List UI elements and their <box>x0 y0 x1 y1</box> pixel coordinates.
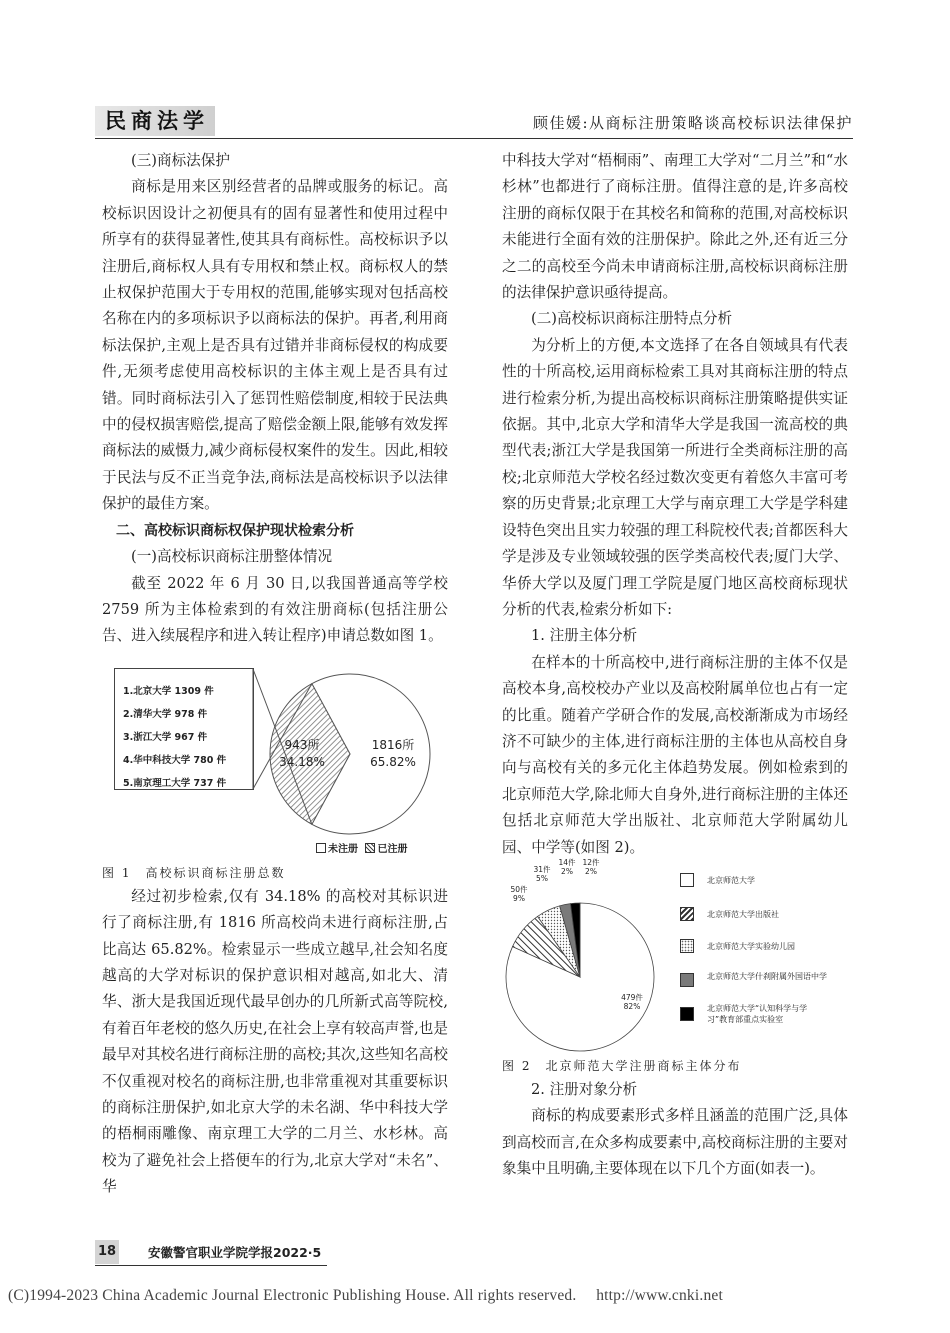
figure-1-pie-chart <box>102 662 448 858</box>
legend-swatch-unregistered <box>316 843 326 853</box>
legend-label: 北京师范大学什刹附属外国语中学 <box>707 971 827 981</box>
running-title: 顾佳媛:从商标注册策略谈高校标识法律保护 <box>532 114 853 132</box>
slice-label-middle-school: 14件 2% <box>558 857 576 876</box>
legend-label: 北京师范大学 <box>707 875 755 885</box>
pie-legend: 未注册 已注册 <box>316 837 407 863</box>
paragraph: 为分析上的方便,本文选择了在各自领域具有代表性的十所高校,运用商标检索工具对其商标注册的特点进行检索分析,为提出高校标识商标注册策略提供实证依据。其中,北京大学和清华大学是我国一流高校的典型代表;浙江大学是我国第一所进行全类商标注册的高校;北京师范大学校名经过数次变更有着悠久丰富可考察的历史背景;北京理工大学与南京理工大学是学科建设特色突出且实力较强的理工科院校代表;首都医科大学是涉及专业领域较强的医学类高校代表;厦门大学、华侨大学以及厦门理工学院是厦门地区高校商标现状分析的代表,检索分析如下: <box>502 336 848 618</box>
paragraph: 截至 2022 年 6 月 30 日,以我国普通高等学校 2759 所为主体检索到的有效注册商标(包括注册公告、进入续展程序和进入转让程序)申请总数如图 1。 <box>102 574 448 645</box>
legend-label: 北京师范大学实验幼儿园 <box>707 941 795 951</box>
figure-1-caption: 图 1 高校标识商标注册总数 <box>102 865 286 880</box>
paragraph: 商标的构成要素形式多样且涵盖的范围广泛,具体到高校而言,在众多构成要素中,高校商标注册的主要对象集中且明确,主要体现在以下几个方面(如表一)。 <box>502 1107 848 1178</box>
subheading-trademark-protection: (三)商标法保护 <box>131 152 230 169</box>
journal-name: 安徽警官职业学院学报2022·5 <box>148 1245 322 1260</box>
slice-label-bnu: 479件 82% <box>621 992 643 1011</box>
figure-2-pie-chart <box>502 857 848 1055</box>
copyright-line: (C)1994-2023 China Academic Journal Electronic Publishing House. All rights reserved. http://www.cnki.net <box>8 1287 723 1304</box>
list-item: 3.浙江大学 967 件 <box>123 731 208 743</box>
footer-rule <box>95 1265 327 1266</box>
pie-chart-svg <box>502 865 848 1055</box>
paragraph: 在样本的十所高校中,进行商标注册的主体不仅是高校本身,高校校办产业以及高校附属单位也占有一定的比重。随着产学研合作的发展,高校渐渐成为市场经济不可缺少的主体,进行商标注册的主体也从高校自身向与高校有关的多元化主体趋势发展。例如检索到的北京师范大学,除北师大自身外,进行商标注册的主体还包括北京师范大学出版社、北京师范大学附属幼儿园、中学等(如图 2)。 <box>502 653 848 856</box>
list-item: 2.清华大学 978 件 <box>123 708 208 720</box>
left-column <box>102 148 448 1201</box>
running-header <box>95 106 853 136</box>
section-heading: 二、高校标识商标权保护现状检索分析 <box>116 522 354 539</box>
legend-swatch-kindergarten <box>680 939 694 953</box>
slice-label-kindergarten: 31件 5% <box>533 864 551 883</box>
legend-swatch-registered <box>365 843 375 853</box>
header-rule <box>95 138 853 139</box>
paragraph: 商标是用来区别经营者的品牌或服务的标记。高校标识因设计之初便具有的固有显著性和使用过程中所享有的获得显著性,使其具有商标性。高校标识予以注册后,商标权人具有专用权和禁止权。商标权人的禁止权保护范围大于专用权的范围,能够实现对包括高校名称在内的多项标识予以商标法的保护。再者,利用商标法保护,主观上是否具有过错并非商标侵权的构成要件,无须考虑使用高校标识的主体主观上是否具有过错。同时商标法引入了惩罚性赔偿制度,相较于民法典中的侵权损害赔偿,提高了赔偿金额上限,能够有效发挥商标法的威慑力,减少商标侵权案件的发生。因此,相较于民法与反不正当竞争法,商标法是高校标识予以法律保护的最佳方案。 <box>102 178 448 513</box>
paragraph: 经过初步检索,仅有 34.18% 的高校对其标识进行了商标注册,有 1816 所高校尚未进行商标注册,占比高达 65.82%。检索显示一些成立越早,社会知名度越高的大学对标识的保护意识相对越高,如北大、清华、浙大是我国近现代最早创办的几所新式高等院校,有着百年老校的悠久历史,在社会上享有较高声誉,也是最早对其校名进行商标注册的高校;其次,这些知名高校不仅重视对校名的商标注册,也非常重视对其重要标识的商标注册保护,如北京大学的未名湖、华中科技大学的梧桐雨雕像、南京理工大学的二月兰、水杉林。高校为了避免社会上搭便车的行为,北京大学对“未名”、华 <box>102 887 448 1196</box>
legend-label: 北京师范大学“认知科学与学习”教育部重点实验室 <box>707 1003 808 1024</box>
legend-label: 北京师范大学出版社 <box>707 909 779 919</box>
figure-2-caption: 图 2 北京师范大学注册商标主体分布 <box>502 1058 742 1073</box>
list-item: 4.华中科技大学 780 件 <box>123 754 227 766</box>
legend-swatch-bnu <box>680 873 694 887</box>
right-column <box>502 148 848 1183</box>
subheading-registrant: 1. 注册主体分析 <box>531 627 638 645</box>
legend-swatch-middle-school <box>680 973 694 987</box>
list-item: 1.北京大学 1309 件 <box>123 685 214 697</box>
section-label: 民商法学 <box>95 106 215 136</box>
page-number: 18 <box>95 1240 119 1264</box>
subheading-features: (二)高校标识商标注册特点分析 <box>531 310 733 328</box>
slice-label-lab: 12件 2% <box>582 857 600 876</box>
slice-label-press: 50件 9% <box>510 884 528 903</box>
subheading-registration-object: 2. 注册对象分析 <box>531 1080 638 1098</box>
legend-swatch-press <box>680 907 694 921</box>
paragraph: 中科技大学对“梧桐雨”、南理工大学对“二月兰”和“水杉林”也都进行了商标注册。值得注意的是,许多高校注册的商标仅限于在其校名和简称的范围,对高校标识未能进行全面有效的注册保护。除此之外,还有近三分之二的高校至今尚未申请商标注册,高校标识商标注册的法律保护意识亟待提高。 <box>502 152 848 302</box>
pie-label-unregistered: 1816所 65.82% <box>370 737 416 769</box>
legend-swatch-lab <box>680 1007 694 1021</box>
pie-label-registered: 943所 34.18% <box>279 737 325 769</box>
subheading-registration-overview: (一)高校标识商标注册整体情况 <box>131 548 333 566</box>
list-item: 5.南京理工大学 737 件 <box>123 777 227 789</box>
